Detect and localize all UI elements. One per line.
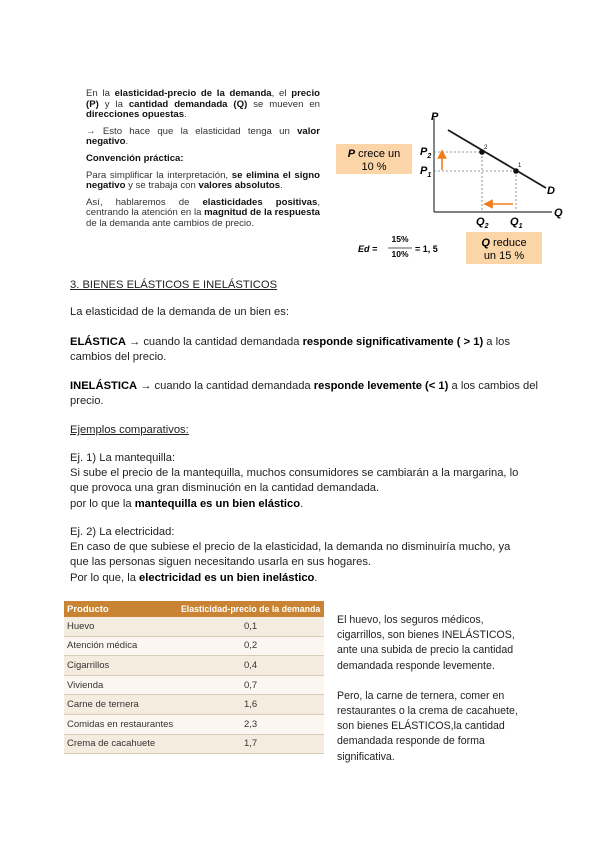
formula-denominator: 10%: [391, 249, 409, 259]
product-cell: Crema de cacahuete: [64, 734, 177, 754]
intro-paragraph-2: [86, 127, 320, 148]
example-1-line: Si sube el precio de la mantequilla, muchos consumidores se cambiarán a la margarina, lo: [70, 467, 519, 480]
side-paragraph-1: [337, 613, 562, 674]
price-change-line2: 10 %: [361, 161, 387, 173]
axis-label-q: Q: [554, 207, 563, 219]
bold-text: ELÁSTICA: [70, 336, 126, 348]
example-1-line: que provoca una gran disminución en la cantidad demandada.: [70, 482, 380, 495]
table-row: [64, 695, 324, 715]
intro-convention-title: [86, 154, 320, 165]
price-change-line1: P crece un: [347, 148, 401, 160]
demand-curve-label: D: [547, 185, 555, 197]
bold-text: cantidad demandada (Q): [128, 98, 248, 110]
text: y la: [98, 98, 129, 110]
text: .: [184, 109, 187, 121]
bold-text: elasticidad-precio de la demanda: [114, 88, 272, 99]
point-1: [513, 168, 519, 174]
elasticity-table: [64, 601, 324, 754]
text: se mueven en: [247, 98, 320, 110]
p2-label: $P_2$: [420, 146, 432, 160]
q2-label: $Q_2$: [476, 216, 489, 230]
text: → Esto hace que la elasticidad tenga un: [86, 125, 298, 137]
side-line: demandada responde de forma: [337, 735, 485, 748]
bold-text: electricidad es un bien inelástico: [139, 571, 315, 584]
example-2: [70, 525, 550, 586]
example-2-line: En caso de que subiese el precio de la elasticidad, la demanda no disminuiría mucho, ya: [70, 541, 511, 554]
table-row: [64, 734, 324, 754]
side-line: significativa.: [337, 750, 395, 763]
product-cell: Atención médica: [64, 636, 177, 656]
intro-panel: [86, 89, 320, 236]
formula-numerator: 15%: [391, 234, 409, 244]
intro-paragraph-4: [86, 171, 320, 192]
example-2-line: que las personas siguen necesitando usarla en sus hogares.: [70, 556, 372, 569]
text: .: [300, 497, 304, 510]
text: .: [125, 136, 129, 148]
value-cell: 0,7: [177, 675, 324, 695]
text: Así, hablaremos de: [86, 196, 203, 208]
table-row: [64, 617, 324, 636]
section-intro: La elasticidad de la demanda de un bien es:: [70, 306, 289, 318]
bold-text: valores absolutos: [198, 180, 281, 192]
table-row: [64, 656, 324, 676]
intro-paragraph-5: [86, 198, 320, 230]
text: , centrando la atención en la: [86, 196, 320, 219]
text: Por lo que, la: [70, 571, 140, 584]
header-product: Producto: [64, 601, 177, 617]
inelastic-definition: [70, 379, 540, 409]
bold-text: elasticidades positivas: [202, 196, 318, 208]
point-2-label: 2: [484, 145, 488, 151]
value-cell: 0,2: [177, 636, 324, 656]
q1-label: $Q_1$: [510, 216, 523, 230]
value-cell: 2,3: [177, 714, 324, 734]
section-title: 3. BIENES ELÁSTICOS E INELÁSTICOS: [70, 279, 278, 291]
demand-curve: [448, 130, 546, 188]
text: de la demanda ante cambios de precio.: [86, 217, 254, 229]
text: .: [314, 571, 318, 584]
value-cell: 1,7: [177, 734, 324, 754]
table-row: [64, 714, 324, 734]
side-line: restaurantes o la crema de cacahuete,: [337, 705, 518, 718]
example-1-conclusion: [70, 497, 550, 512]
example-2-title: Ej. 2) La electricidad:: [70, 526, 175, 538]
value-cell: 0,4: [177, 656, 324, 676]
product-cell: Comidas en restaurantes: [64, 714, 177, 734]
text: → cuando la cantidad demandada: [137, 380, 314, 392]
product-cell: Carne de ternera: [64, 695, 177, 715]
text: .: [280, 180, 283, 192]
text: y se trabaja con: [125, 180, 199, 192]
bold-text: responde levemente (< 1): [313, 380, 449, 392]
product-cell: Cigarrillos: [64, 656, 177, 676]
demand-diagram: [330, 104, 566, 274]
side-explanation: [337, 613, 562, 765]
value-cell: 1,6: [177, 695, 324, 715]
text: → cuando la cantidad demandada: [125, 336, 303, 348]
side-paragraph-2: [337, 689, 562, 765]
bold-text: se elimina el signo negativo: [86, 169, 320, 192]
example-2-conclusion: [70, 571, 550, 586]
table-row: [64, 675, 324, 695]
bold-text: responde significativamente ( > 1): [302, 336, 484, 348]
bold-text: magnitud de la respuesta: [204, 207, 321, 219]
intro-paragraph-1: [86, 89, 320, 121]
bold-text: Convención práctica:: [86, 152, 184, 164]
side-line: son bienes ELÁSTICOS,la cantidad: [337, 720, 505, 733]
product-cell: Huevo: [64, 617, 177, 636]
side-line: demandada responde levemente.: [337, 659, 495, 672]
text: por lo que la: [70, 497, 135, 510]
text: En la: [86, 88, 115, 99]
bold-text: INELÁSTICA: [70, 380, 138, 392]
example-1: [70, 451, 550, 512]
side-line: Pero, la carne de ternera, comer en: [337, 689, 505, 702]
value-cell: 0,1: [177, 617, 324, 636]
examples-title: Ejemplos comparativos:: [70, 424, 189, 436]
quantity-change-line1: Q reduce: [481, 237, 527, 249]
point-1-label: 1: [518, 163, 522, 169]
formula-result: = 1, 5: [415, 244, 438, 254]
axis-label-p: P: [431, 111, 439, 123]
table-row: [64, 636, 324, 656]
header-elasticity: Elasticidad-precio de la demanda: [177, 601, 324, 617]
example-1-title: Ej. 1) La mantequilla:: [70, 452, 176, 464]
side-line: cigarrillos, son bienes INELÁSTICOS,: [337, 629, 515, 642]
text: a los cambios del precio.: [70, 380, 538, 408]
bold-text: valor negativo: [86, 125, 320, 148]
side-line: El huevo, los seguros médicos,: [337, 614, 484, 626]
text: a los cambios del precio.: [70, 336, 510, 364]
bold-text: mantequilla es un bien elástico: [134, 497, 301, 510]
formula-lhs: Ed =: [358, 244, 378, 254]
side-line: ante una subida de precio la cantidad: [337, 644, 514, 657]
elastic-definition: [70, 335, 540, 365]
p1-label: $P_1$: [420, 165, 432, 179]
bold-text: precio (P): [86, 88, 320, 110]
text: , el: [271, 88, 292, 99]
text: Para simplificar la interpretación,: [86, 169, 232, 181]
product-cell: Vivienda: [64, 675, 177, 695]
table-header-row: [64, 601, 324, 617]
bold-text: direcciones opuestas: [86, 109, 185, 121]
quantity-change-line2: un 15 %: [483, 250, 525, 262]
